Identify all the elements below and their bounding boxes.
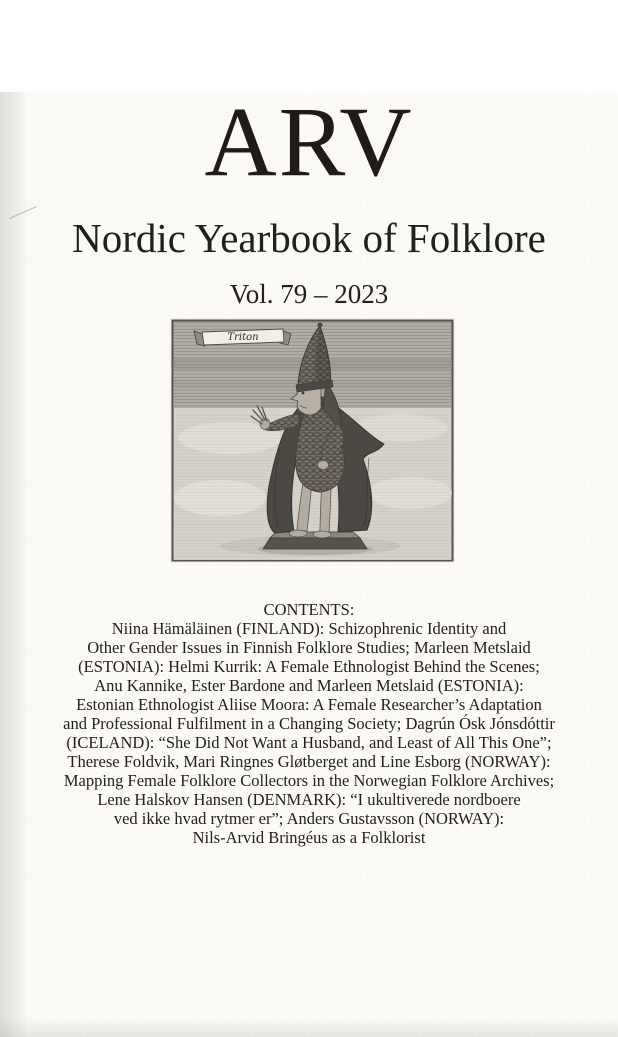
contents-line: Anu Kannike, Ester Bardone and Marleen Metslaid (ESTONIA): — [94, 676, 524, 695]
contents-line: Therese Foldvik, Mari Ringnes Gløtberget and Line Esborg (NORWAY): — [67, 752, 551, 771]
book-subtitle: Nordic Yearbook of Folklore — [72, 215, 546, 261]
engraving-banner-label: Triton — [226, 332, 259, 343]
contents-line: Nils-Arvid Bringéus as a Folklorist — [192, 828, 426, 847]
contents-line: Lene Halskov Hansen (DENMARK): “I ukultiverede nordboere — [97, 790, 521, 809]
book-cover-page — [0, 86, 618, 1037]
contents-line: Estonian Ethnologist Aliise Moora: A Female Researcher’s Adaptation — [76, 695, 542, 714]
contents-line: Mapping Female Folklore Collectors in the Norwegian Folklore Archives; — [63, 771, 555, 790]
contents-line: and Professional Fulfilment in a Changing Society; Dagrún Ósk Jónsdóttir — [63, 714, 555, 733]
contents-block — [0, 600, 618, 847]
contents-line: Niina Hämäläinen (FINLAND): Schizophrenic Identity and — [111, 619, 507, 638]
triton-engraving — [170, 318, 455, 563]
triton-engraving-image — [170, 318, 455, 563]
contents-line: (ICELAND): “She Did Not Want a Husband, and Least of All This One”; — [66, 733, 552, 752]
book-title: ARV — [204, 86, 414, 197]
volume-label: Vol. 79 – 2023 — [229, 279, 389, 309]
contents-line: Other Gender Issues in Finnish Folklore Studies; Marleen Metslaid — [87, 638, 531, 657]
contents-line: ved ikke hvad rytmer er”; Anders Gustavsson (NORWAY): — [113, 809, 505, 828]
contents-heading: CONTENTS: — [263, 600, 355, 619]
contents-line: (ESTONIA): Helmi Kurrik: A Female Ethnologist Behind the Scenes; — [78, 657, 540, 676]
